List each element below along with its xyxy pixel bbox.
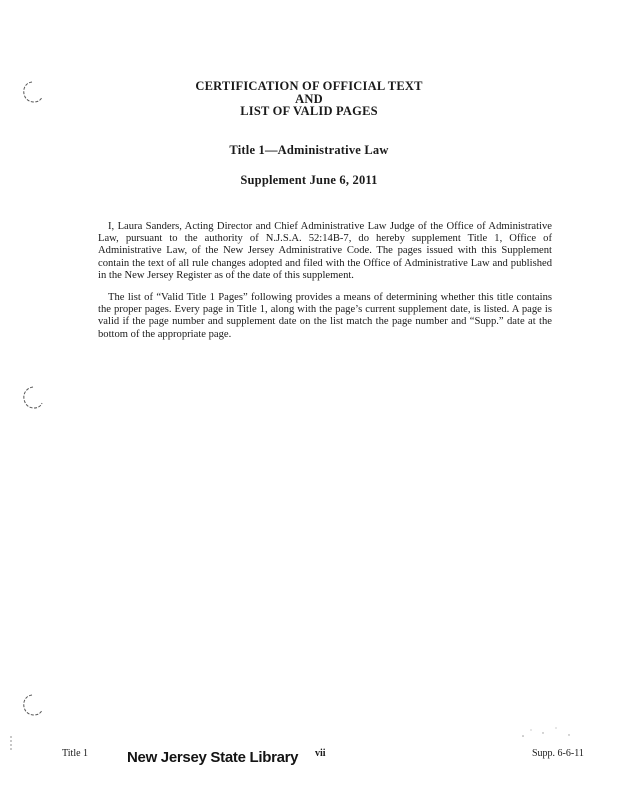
margin-tick-mark: [9, 736, 13, 750]
punch-hole-mark-middle: [20, 385, 44, 411]
footer-page-number: vii: [315, 748, 326, 759]
footer-title-label: Title 1: [62, 748, 89, 759]
section-subtitle: Title 1—Administrative Law: [229, 143, 389, 157]
supplement-date-heading: Supplement June 6, 2011: [240, 173, 378, 187]
title-heading-line-1: CERTIFICATION OF OFFICIAL TEXT: [195, 79, 423, 93]
punch-hole-mark-bottom: [20, 692, 44, 718]
title-heading-line-2: AND: [295, 92, 323, 106]
footer-supplement-date: Supp. 6-6-11: [532, 748, 584, 759]
title-heading-line-3: LIST OF VALID PAGES: [240, 104, 378, 118]
library-stamp: New Jersey State Library: [127, 749, 299, 766]
certification-paragraph: I, Laura Sanders, Acting Director and Chief Administrative Law Judge of the Office of Administrative Law, pursuant to the authority of N.J.S.A. 52:14B-7, do hereby supplement Title 1, Office of Administrative Law, of the New Jersey Administrative Code. The pages issued with this Supplement contain the text of all rule changes adopted and filed with the Office of Administrative Law and published in the New Jersey Register as of the date of this supplement.: [98, 220, 552, 282]
valid-pages-paragraph: The list of “Valid Title 1 Pages” following provides a means of determining whether this title contains the proper pages. Every page in Title 1, along with the page’s current supplement date, is listed. A page is valid if the page number and supplement date on the list match the page number and “Supp.” date at the bottom of the appropriate page.: [98, 291, 552, 340]
scan-specks: [519, 724, 579, 744]
